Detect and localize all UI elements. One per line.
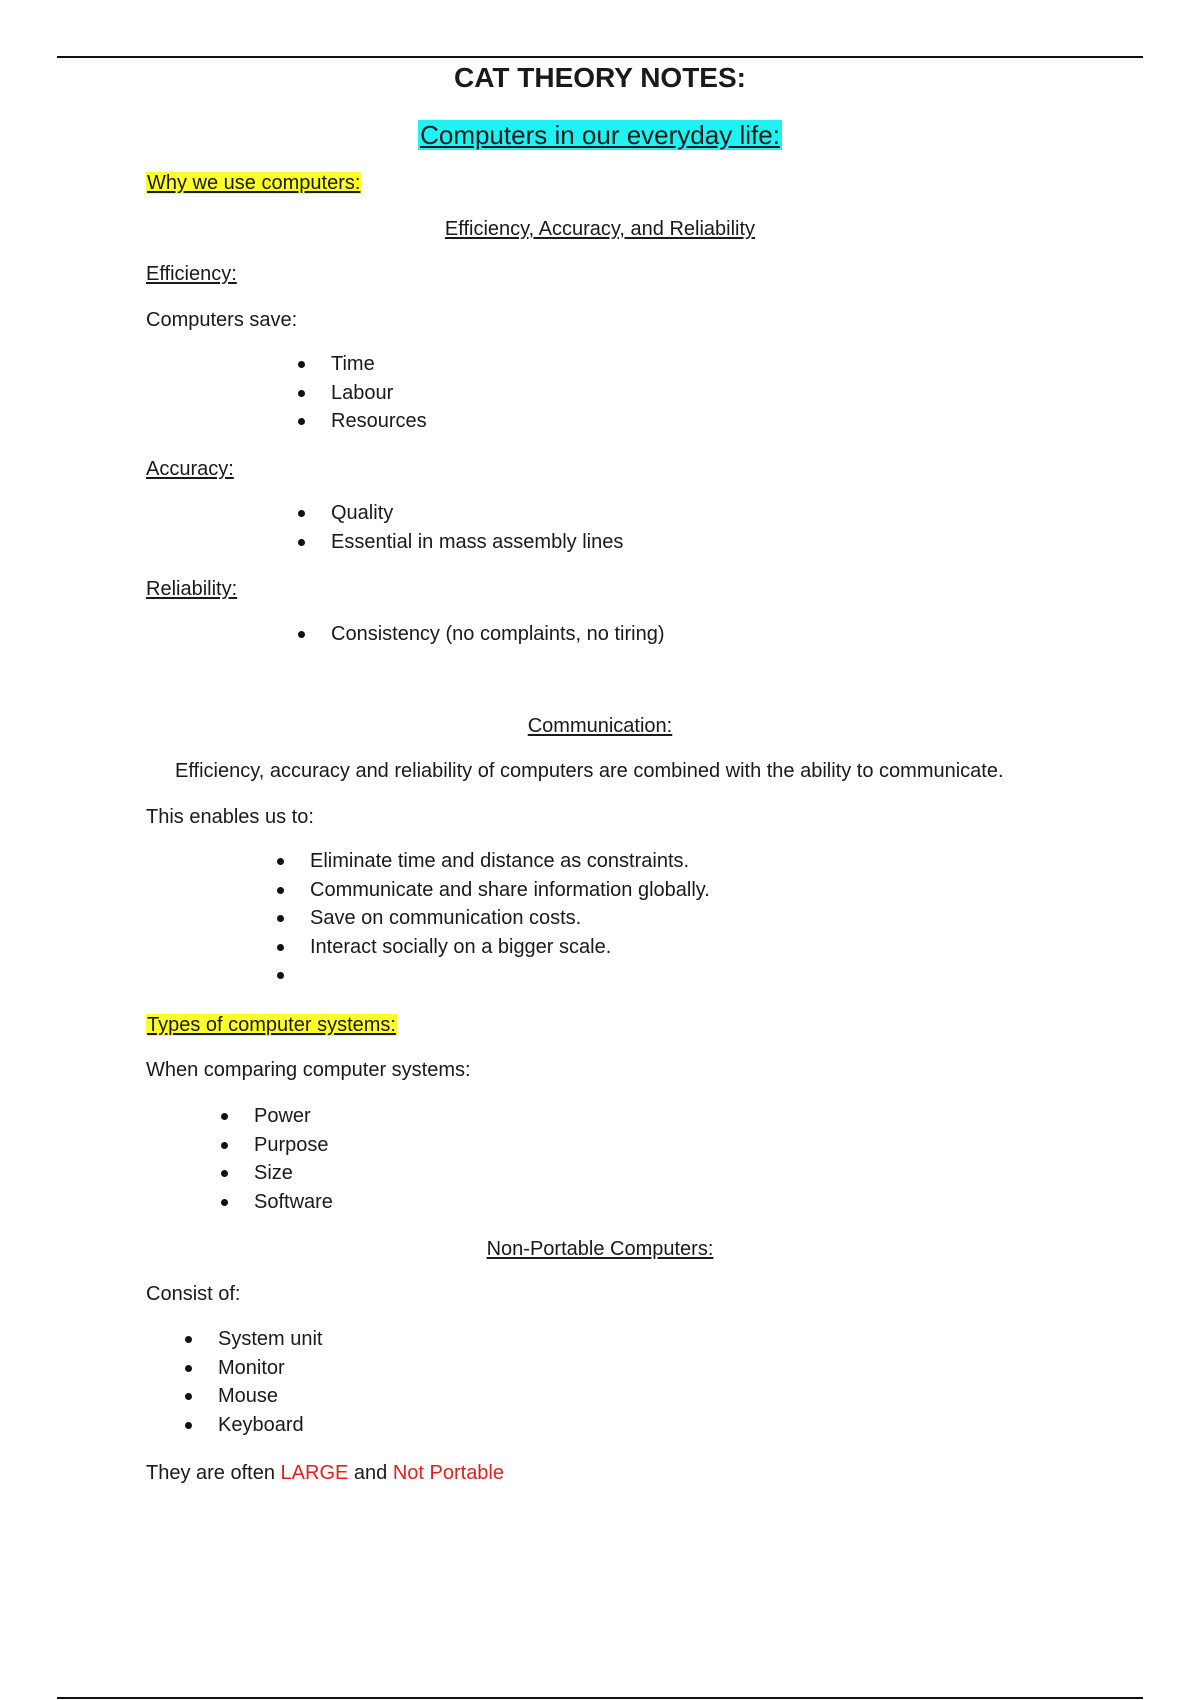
summary-prefix: They are often <box>146 1462 281 1484</box>
communication-heading-text: Communication: <box>527 715 673 737</box>
reliability-label: Reliability: <box>146 578 238 600</box>
efficiency-intro: Computers save: <box>146 309 298 331</box>
list-item: Consistency (no complaints, no tiring) <box>331 620 664 649</box>
list-item: Quality <box>331 499 623 528</box>
list-item: Monitor <box>218 1354 322 1383</box>
list-item: Keyboard <box>218 1411 322 1440</box>
document-title-text: CAT THEORY NOTES: <box>454 62 746 93</box>
types-section-heading-text: Types of computer systems: <box>147 1014 396 1036</box>
types-section-heading <box>146 1013 397 1037</box>
list-item: Labour <box>331 379 427 408</box>
non-portable-list <box>218 1325 322 1439</box>
summary-middle: and <box>348 1462 393 1484</box>
main-heading <box>0 119 1200 151</box>
list-item: Resources <box>331 407 427 436</box>
list-item: Purpose <box>254 1131 333 1160</box>
list-item: Essential in mass assembly lines <box>331 528 623 557</box>
communication-list <box>310 847 710 990</box>
types-list <box>254 1102 333 1216</box>
list-item: Eliminate time and distance as constraints. <box>310 847 710 876</box>
list-item: Power <box>254 1102 333 1131</box>
types-section-intro: When comparing computer systems: <box>146 1059 471 1081</box>
main-heading-text: Computers in our everyday life: <box>420 120 780 150</box>
list-item: Size <box>254 1159 333 1188</box>
top-page-rule <box>57 56 1143 58</box>
list-item: Software <box>254 1188 333 1217</box>
list-item: Mouse <box>218 1382 322 1411</box>
list-item: Interact socially on a bigger scale. <box>310 933 710 962</box>
why-section-subheading-text: Efficiency, Accuracy, and Reliability <box>444 218 756 240</box>
summary-emphasis-not-portable: Not Portable <box>392 1462 504 1484</box>
summary-emphasis-large: LARGE <box>280 1462 349 1484</box>
bottom-page-rule <box>57 1697 1143 1699</box>
why-section-heading-text: Why we use computers: <box>147 172 361 194</box>
list-item: Communicate and share information globally. <box>310 876 710 905</box>
why-section-subheading <box>0 217 1200 241</box>
list-item: Save on communication costs. <box>310 904 710 933</box>
non-portable-summary <box>146 1461 504 1485</box>
non-portable-intro: Consist of: <box>146 1283 241 1305</box>
communication-intro: This enables us to: <box>146 806 314 828</box>
accuracy-list <box>331 499 623 556</box>
reliability-list <box>331 620 664 649</box>
non-portable-heading-text: Non-Portable Computers: <box>486 1238 714 1260</box>
efficiency-list <box>331 350 427 436</box>
list-item: Time <box>331 350 427 379</box>
list-item: System unit <box>218 1325 322 1354</box>
accuracy-label: Accuracy: <box>146 458 234 480</box>
list-item <box>310 961 710 990</box>
communication-heading <box>0 714 1200 738</box>
document-title <box>0 61 1200 95</box>
why-section-heading <box>146 171 361 195</box>
communication-paragraph: Efficiency, accuracy and reliability of computers are combined with the ability to communicate. <box>175 760 1004 782</box>
non-portable-heading <box>0 1237 1200 1261</box>
efficiency-label: Efficiency: <box>146 263 237 285</box>
